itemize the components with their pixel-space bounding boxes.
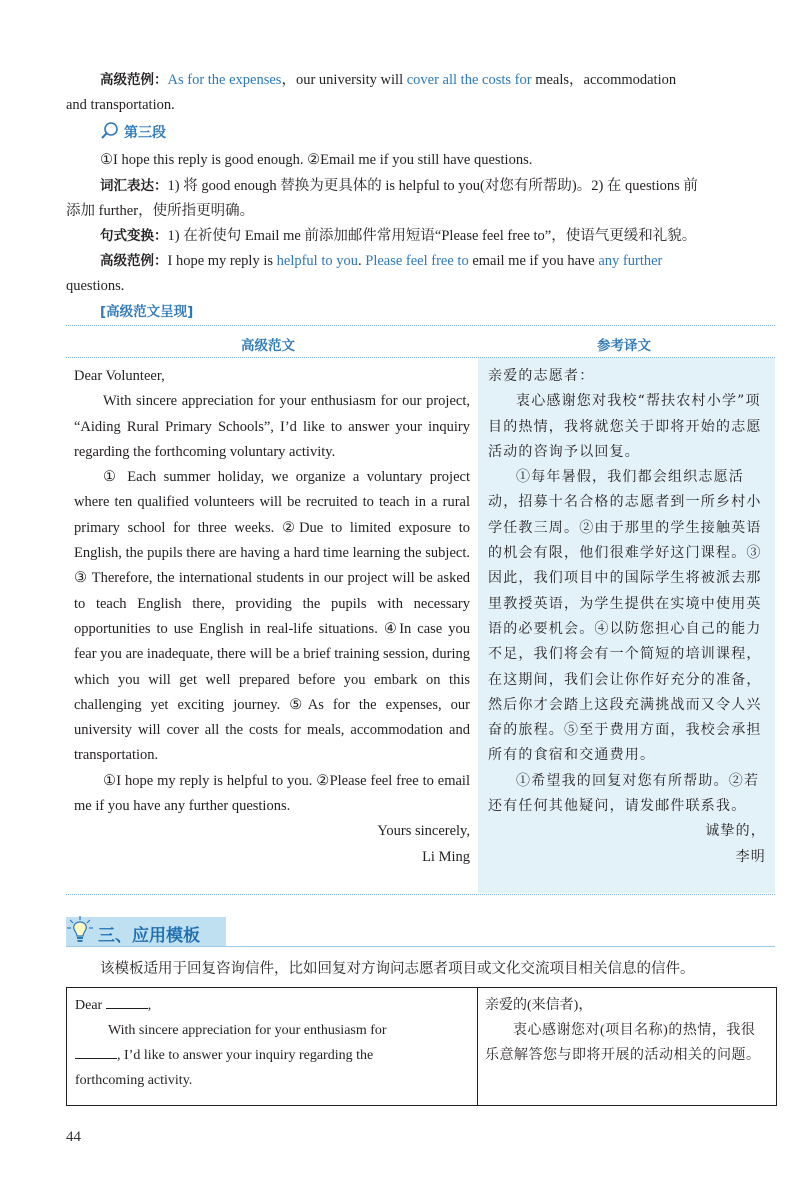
- template-table: [66, 987, 777, 1106]
- template-cn-greeting: 亲爱的(来信者)，: [485, 998, 593, 1013]
- magnifier-icon: [100, 121, 120, 141]
- vocab-line-2: 添加 further，使所指更明确。: [66, 203, 255, 219]
- essay-english: [74, 364, 470, 870]
- cn-salutation: 亲爱的志愿者：: [488, 368, 595, 384]
- template-english-cell: [75, 993, 467, 1093]
- en-salutation: Dear Volunteer,: [74, 368, 165, 384]
- divider-bottom: [66, 894, 775, 895]
- lightbulb-icon: [66, 915, 94, 945]
- page-number: 44: [66, 1129, 81, 1145]
- cn-paragraph-1: 衷心感谢您对我校“帮扶农村小学”项目的热情，我将就您关于即将开始的志愿活动的咨询予以回复。: [488, 393, 762, 460]
- template-en-line-1: With sincere appreciation for your enthusiasm for: [108, 1023, 387, 1038]
- essay-tag: [高级范文呈现]: [100, 304, 194, 320]
- section3-sentence: ①I hope this reply is good enough. ②Email me if you still have questions.: [100, 152, 533, 168]
- cn-paragraph-3: ①希望我的回复对您有所帮助。②若还有任何其他疑问，请发邮件联系我。: [488, 772, 760, 815]
- cn-paragraph-2: ①每年暑假，我们都会组织志愿活动，招募十名合格的志愿者到一所乡村小学任教三周。②由于那里的学生接触英语的机会有限，他们很难学好这门课程。③因此，我们项目中的国际学生将被派去那里教授英语，为学生提供在实境中使用英语的必要机会。④以防您担心自己的能力不足，我们将会有一个简短的培训课程，在这期间，我们会让你作好充分的准备，然后你才会踏上这段充满挑战而又令人兴奋的旅程。⑤至于费用方面，我校会承担所有的食宿和交通费用。: [488, 469, 762, 764]
- vocab-line-1: 词汇表达：1) 将 good enough 替换为更具体的 is helpful to you(对您有所帮助)。2) 在 questions 前: [100, 178, 698, 194]
- top-example-line-2: and transportation.: [66, 97, 175, 113]
- example-line-2: questions.: [66, 278, 125, 294]
- essay-en-title: 高级范文: [241, 338, 295, 354]
- template-intro: 该模板适用于回复咨询信件，比如回复对方询问志愿者项目或文化交流项目相关信息的信件。: [100, 961, 695, 977]
- top-example-line-1: 高级范例：As for the expenses，our university will cover all the costs for meals，accommodation: [100, 72, 677, 88]
- template-cn-body: 衷心感谢您对(项目名称)的热情，我很乐意解答您与即将开展的活动相关的问题。: [485, 1023, 761, 1063]
- en-paragraph-1: With sincere appreciation for your enthusiasm for our project, “Aiding Rural Primary Schools”, I’d like to answer your inquiry regarding the forthcoming voluntary activity.: [74, 393, 470, 460]
- recipient-blank: [106, 996, 148, 1009]
- template-en-line-3: forthcoming activity.: [75, 1073, 193, 1088]
- en-paragraph-2: ① Each summer holiday, we organize a voluntary project where ten qualified volunteers will be recruited to teach in a rural primary school for three weeks. ②Due to limited exposure to English, the pupils there are having a hard time learning the subject. ③ Therefore, the international students in our project will be asked to teach English there, providing the pupils with necessary opportunities to use English in real-life situations. ④In case you fear you are inadequate, there will be a brief training session, during which you will get well prepared before you embark on this challenging yet exciting journey. ⑤As for the expenses, our university will cover all the costs for meals, accommodation and transportation.: [74, 469, 470, 764]
- en-closing: Yours sincerely,: [377, 823, 470, 840]
- table-divider: [477, 988, 478, 1105]
- cn-closing: 诚挚的，: [705, 823, 766, 840]
- template-heading: 三、应用模板: [98, 926, 200, 946]
- divider-top: [66, 325, 775, 326]
- template-heading-rule: [66, 946, 775, 947]
- example-label: 高级范例：: [100, 72, 168, 88]
- example-line-1: 高级范例：I hope my reply is helpful to you. Please feel free to email me if you have any further: [100, 253, 663, 269]
- essay-chinese: [488, 364, 766, 870]
- cn-signature: 李明: [735, 848, 766, 865]
- en-paragraph-3: ①I hope my reply is helpful to you. ②Please feel free to email me if you have any further questions.: [74, 772, 470, 815]
- essay-cn-title: 参考译文: [597, 338, 651, 354]
- template-en-line-2: , I’d like to answer your inquiry regarding the: [75, 1043, 467, 1068]
- syntax-line-1: 句式变换：1) 在祈使句 Email me 前添加邮件常用短语“Please feel free to”，使语气更缓和礼貌。: [100, 228, 697, 244]
- project-blank: [75, 1046, 117, 1059]
- en-signature: Li Ming: [422, 848, 470, 865]
- template-en-greeting: Dear ,: [75, 998, 152, 1013]
- template-chinese-cell: [485, 993, 768, 1068]
